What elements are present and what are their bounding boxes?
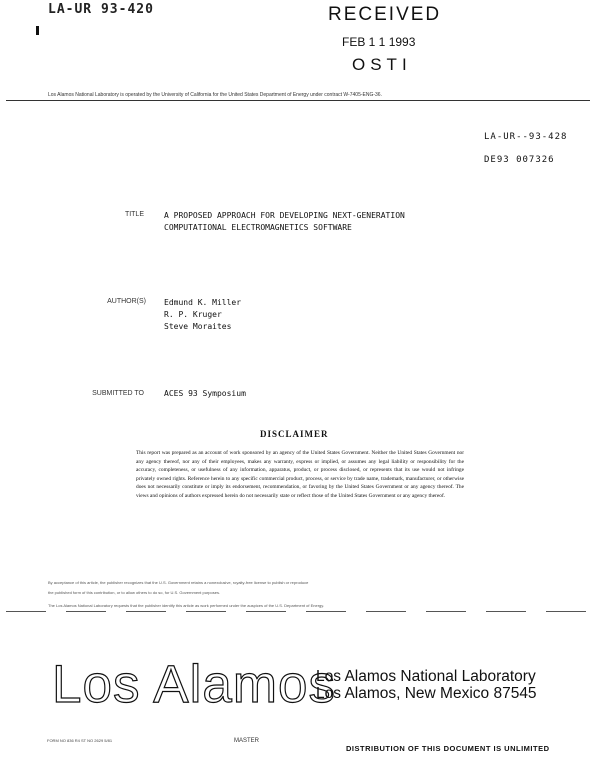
distribution-statement: DISTRIBUTION OF THIS DOCUMENT IS UNLIMITED (346, 744, 550, 753)
lab-name: Los Alamos National Laboratory (316, 668, 536, 685)
master-mark: MASTER (234, 738, 260, 744)
la-ur-number: LA-UR--93-428 (484, 132, 568, 142)
header-divider (6, 100, 590, 101)
lab-city: Los Alamos, New Mexico 87545 (316, 685, 537, 702)
title-label: TITLE (124, 211, 144, 218)
received-stamp: RECEIVED (328, 4, 442, 25)
footer-divider (6, 611, 590, 612)
los-alamos-logo: Los Alamos (52, 655, 336, 714)
de-number: DE93 007326 (484, 155, 555, 165)
author-item: Edmund K. Miller (164, 298, 242, 307)
document-title (164, 210, 405, 234)
received-date: FEB 1 1 1993 (342, 35, 416, 49)
contract-statement: Los Alamos National Laboratory is operated by the University of California for the United States Department of Energy under contract W-7405-ENG-36. (48, 92, 382, 98)
author-item: Steve Moraites (164, 322, 232, 331)
form-number: FORM NO 836 R4 ST NO 2629 5/81 (47, 738, 113, 743)
title-line-1: A PROPOSED APPROACH FOR DEVELOPING NEXT-GENERATION (164, 211, 405, 220)
title-line-2: COMPUTATIONAL ELECTROMAGNETICS SOFTWARE (164, 223, 352, 232)
submitted-to: ACES 93 Symposium (164, 389, 246, 398)
authors-label: AUTHOR(S) (107, 298, 146, 305)
osti-stamp: OSTI (352, 55, 412, 74)
author-item: R. P. Kruger (164, 310, 222, 319)
report-number-top: LA-UR 93-420 (48, 2, 154, 17)
submitted-label: SUBMITTED TO (92, 390, 144, 397)
fine-print-line: The Los Alamos National Laboratory requests that the publisher identify this article as work performed under the auspices of the U.S. Department of Energy. (48, 603, 325, 608)
fine-print-line: the published form of this contribution, or to allow others to do so, for U.S. Government purposes. (48, 590, 221, 595)
margin-mark (36, 26, 39, 35)
authors-list (164, 297, 241, 333)
disclaimer-heading: DISCLAIMER (260, 429, 329, 439)
disclaimer-body: This report was prepared as an account of work sponsored by an agency of the United States Government. Neither the United States Government nor any agency thereof, nor any of their employees, makes any warranty, express or implied, or assumes any legal liability or responsibility for the accuracy, completeness, or usefulness of any information, apparatus, product, or process disclosed, or represents that its use would not infringe privately owned rights. Reference herein to any specific commercial product, process, or service by trade name, trademark, manufacturer, or otherwise does not necessarily constitute or imply its endorsement, recommendation, or favoring by the United States Government or any agency thereof. The views and opinions of authors expressed herein do not necessarily state or reflect those of the United States Government or any agency thereof. (136, 450, 464, 499)
fine-print-line: By acceptance of this article, the publisher recognizes that the U.S. Government retains a nonexclusive, royalty-free license to publish or reproduce (48, 580, 309, 585)
